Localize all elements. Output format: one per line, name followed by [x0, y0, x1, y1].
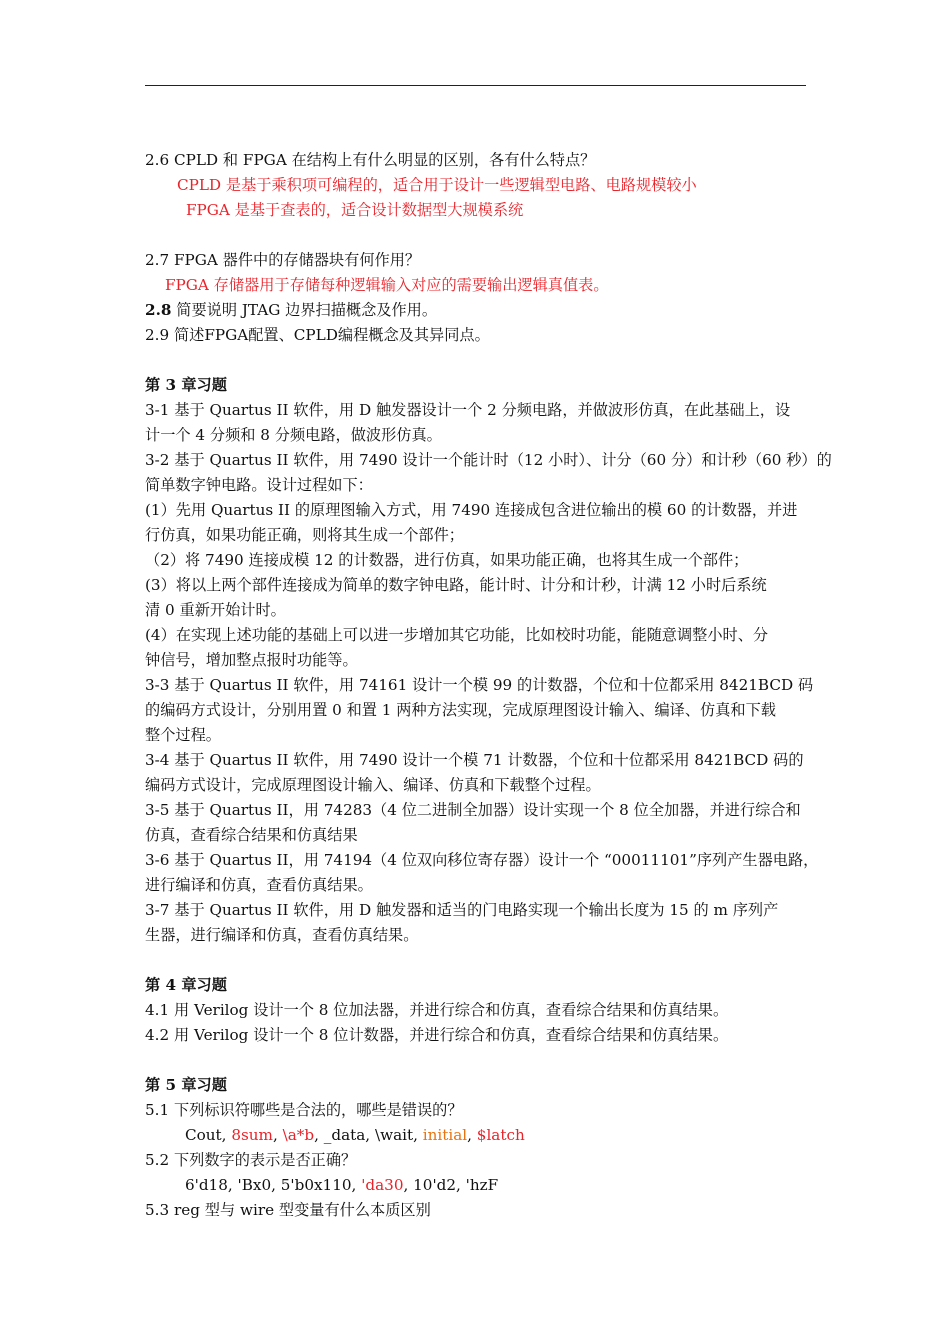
exercise-3-6-line-2: 进行编译和仿真，查看仿真结果。 — [145, 876, 373, 894]
question-2-9: 2.9 简述FPGA配置、CPLD编程概念及其异同点。 — [145, 326, 490, 344]
step-1-line-2: 行仿真，如果功能正确，则将其生成一个部件； — [145, 526, 464, 544]
question-2-7: 2.7 FPGA 器件中的存储器块有何作用？ — [145, 251, 421, 269]
question-2-6: 2.6 CPLD 和 FPGA 在结构上有什么明显的区别，各有什么特点？ — [145, 151, 596, 169]
exercise-5-2: 5.2 下列数字的表示是否正确？ — [145, 1151, 357, 1169]
separator: , — [467, 1126, 477, 1144]
answer-5-2 — [145, 1173, 807, 1198]
exercise-3-4-line-2: 编码方式设计，完成原理图设计输入、编译、仿真和下载整个过程。 — [145, 776, 601, 794]
question-2-8-number: 2.8 — [145, 301, 172, 319]
question-2-8 — [145, 298, 807, 323]
answer-2-7: FPGA 存储器用于存储每种逻辑输入对应的需要输出逻辑真值表。 — [165, 276, 609, 294]
exercise-3-7-line-1: 3-7 基于 Quartus II 软件，用 D 触发器和适当的门电路实现一个输出长度为 15 的 m 序列产 — [145, 901, 779, 919]
number-token: 6'd18, 'Bx0, 5'b0x110, — [185, 1176, 362, 1194]
header-rule — [145, 85, 806, 86]
exercise-3-7-line-2: 生器，进行编译和仿真，查看仿真结果。 — [145, 926, 419, 944]
exercise-3-3-line-2: 的编码方式设计，分别用置 0 和置 1 两种方法实现，完成原理图设计输入、编译、仿真和下载 — [145, 701, 776, 719]
separator: , — [221, 1126, 232, 1144]
step-3-line-2: 清 0 重新开始计时。 — [145, 601, 286, 619]
step-1-line-1: (1）先用 Quartus II 的原理图输入方式，用 7490 连接成包含进位输出的模 60 的计数器，并进 — [145, 501, 798, 519]
exercise-3-2-line-2: 简单数字钟电路。设计过程如下： — [145, 476, 373, 494]
identifier-token: $latch — [476, 1126, 525, 1144]
step-4-line-2: 钟信号，增加整点报时功能等。 — [145, 651, 358, 669]
identifier-token: initial — [422, 1126, 468, 1144]
chapter-5-title: 第 5 章习题 — [145, 1076, 227, 1094]
number-token: 'da30 — [361, 1176, 404, 1194]
document-body — [145, 148, 832, 1223]
exercise-4-2: 4.2 用 Verilog 设计一个 8 位计数器，并进行综合和仿真，查看综合结果和仿真结果。 — [145, 1026, 729, 1044]
number-token: , 10'd2, 'hzF — [403, 1176, 499, 1194]
exercise-4-1: 4.1 用 Verilog 设计一个 8 位加法器，并进行综合和仿真，查看综合结果和仿真结果。 — [145, 1001, 729, 1019]
exercise-3-3-line-3: 整个过程。 — [145, 726, 221, 744]
exercise-3-6-line-1: 3-6 基于 Quartus II，用 74194（4 位双向移位寄存器）设计一个 “00011101”序列产生器电路， — [145, 851, 819, 869]
answer-2-6-cpld: CPLD 是基于乘积项可编程的，适合用于设计一些逻辑型电路、电路规模较小 — [177, 176, 697, 194]
answer-5-1 — [145, 1123, 807, 1148]
exercise-3-1-line-1: 3-1 基于 Quartus II 软件，用 D 触发器设计一个 2 分频电路，并做波形仿真，在此基础上，设 — [145, 401, 791, 419]
chapter-3-title: 第 3 章习题 — [145, 376, 227, 394]
exercise-3-4-line-1: 3-4 基于 Quartus II 软件，用 7490 设计一个模 71 计数器，个位和十位都采用 8421BCD 码的 — [145, 751, 804, 769]
exercise-3-1-line-2: 计一个 4 分频和 8 分频电路，做波形仿真。 — [145, 426, 442, 444]
exercise-3-2-line-1: 3-2 基于 Quartus II 软件，用 7490 设计一个能计时（12 小时）、计分（60 分）和计秒（60 秒）的 — [145, 451, 832, 469]
answer-2-6-fpga: FPGA 是基于查表的，适合设计数据型大规模系统 — [186, 201, 524, 219]
step-2-line-1: （2）将 7490 连接成模 12 的计数器，进行仿真，如果功能正确，也将其生成一个部件； — [145, 551, 749, 569]
exercise-5-1: 5.1 下列标识符哪些是合法的，哪些是错误的？ — [145, 1101, 463, 1119]
exercise-3-5-line-2: 仿真，查看综合结果和仿真结果 — [145, 826, 358, 844]
identifier-token: \a*b — [282, 1126, 315, 1144]
chapter-4-title: 第 4 章习题 — [145, 976, 227, 994]
question-2-8-text: 简要说明 JTAG 边界扫描概念及作用。 — [171, 301, 438, 319]
exercise-3-3-line-1: 3-3 基于 Quartus II 软件，用 74161 设计一个模 99 的计数器，个位和十位都采用 8421BCD 码 — [145, 676, 814, 694]
identifier-token: , _data, \wait, — [314, 1126, 423, 1144]
exercise-5-3: 5.3 reg 型与 wire 型变量有什么本质区别 — [145, 1201, 431, 1219]
exercise-3-5-line-1: 3-5 基于 Quartus II，用 74283（4 位二进制全加器）设计实现一个 8 位全加器，并进行综合和 — [145, 801, 801, 819]
identifier-token: Cout — [185, 1126, 222, 1144]
step-4-line-1: (4）在实现上述功能的基础上可以进一步增加其它功能，比如校时功能，能随意调整小时、分 — [145, 626, 769, 644]
identifier-token: 8sum — [231, 1126, 273, 1144]
separator: , — [272, 1126, 283, 1144]
step-3-line-1: (3）将以上两个部件连接成为简单的数字钟电路，能计时、计分和计秒，计满 12 小时后系统 — [145, 576, 767, 594]
